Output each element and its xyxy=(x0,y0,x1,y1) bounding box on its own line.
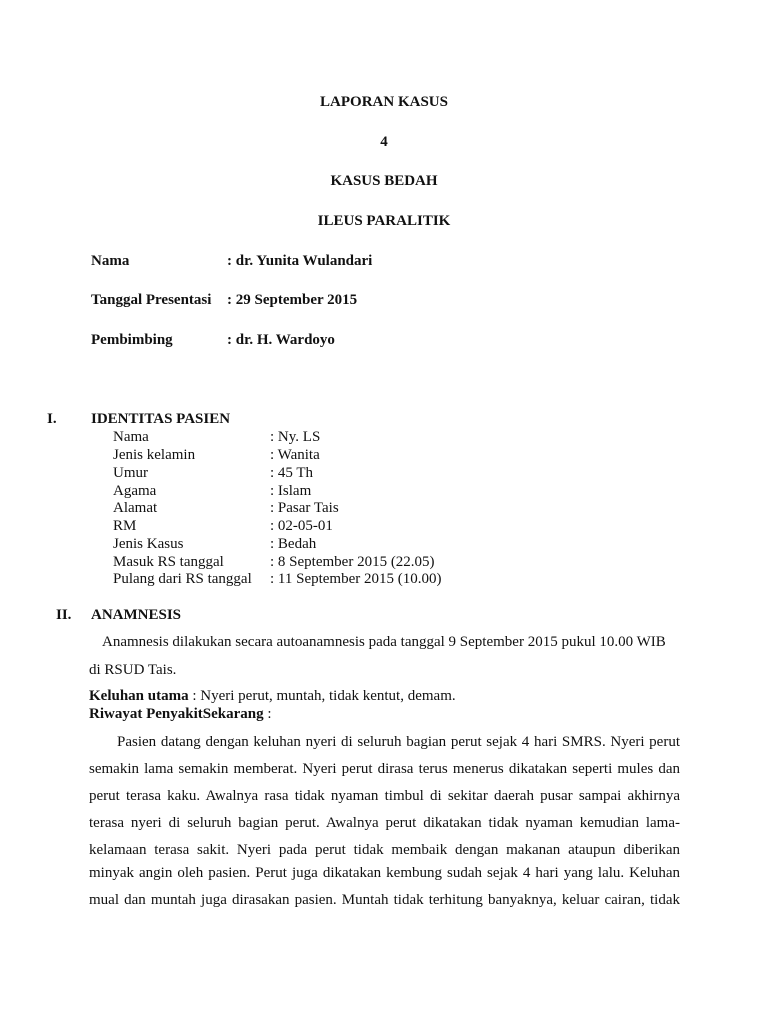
chief-complaint-text: : Nyeri perut, muntah, tidak kentut, demam. xyxy=(188,688,456,704)
paragraph-line: semakin lama semakin memberat. Nyeri perut dirasa terus menerus dikatakan seperti mules dan xyxy=(89,761,680,777)
identity-label: Agama xyxy=(113,483,157,499)
anamnesis-intro-line2: di RSUD Tais. xyxy=(89,662,177,678)
chief-complaint xyxy=(89,689,456,704)
identity-value: : Pasar Tais xyxy=(270,500,339,516)
report-diagnosis: ILEUS PARALITIK xyxy=(317,213,451,229)
identity-value: : Islam xyxy=(270,483,312,499)
section2-number: II. xyxy=(56,607,72,623)
identity-label: RM xyxy=(113,518,137,534)
info-label-nama: Nama xyxy=(91,253,130,269)
chief-complaint-label: Keluhan utama xyxy=(89,688,189,704)
identity-value: : 02-05-01 xyxy=(270,518,333,534)
paragraph-line: perut terasa kaku. Awalnya rasa tidak nyaman timbul di sekitar daerah pusar sampai akhirnya xyxy=(89,788,680,804)
identity-value: : 8 September 2015 (22.05) xyxy=(270,554,435,570)
section2-title: ANAMNESIS xyxy=(91,607,182,623)
present-illness-colon: : xyxy=(263,706,272,722)
present-illness-label: Riwayat PenyakitSekarang xyxy=(89,706,264,722)
anamnesis-intro-line1: Anamnesis dilakukan secara autoanamnesis pada tanggal 9 September 2015 pukul 10.00 WIB xyxy=(102,634,666,650)
identity-label: Jenis kelamin xyxy=(113,447,196,463)
identity-label: Nama xyxy=(113,429,149,445)
identity-value: : Ny. LS xyxy=(270,429,321,445)
identity-label: Jenis Kasus xyxy=(113,536,184,552)
identity-value: : 45 Th xyxy=(270,465,314,481)
info-value-nama: : dr. Yunita Wulandari xyxy=(227,253,373,269)
identity-label: Umur xyxy=(113,465,148,481)
report-number: 4 xyxy=(380,134,388,150)
info-label-tanggal: Tanggal Presentasi xyxy=(91,292,212,308)
identity-label: Alamat xyxy=(113,500,158,516)
paragraph-line: Pasien datang dengan keluhan nyeri di seluruh bagian perut sejak 4 hari SMRS. Nyeri perut xyxy=(117,734,680,750)
report-title: LAPORAN KASUS xyxy=(320,94,448,110)
present-illness-heading xyxy=(89,707,272,722)
paragraph-line: kelamaan terasa sakit. Nyeri pada perut tidak membaik dengan makanan ataupun diberikan xyxy=(89,842,680,858)
identity-value: : Wanita xyxy=(270,447,320,463)
section1-title: IDENTITAS PASIEN xyxy=(91,411,231,427)
identity-label: Pulang dari RS tanggal xyxy=(113,571,252,587)
paragraph-line: terasa nyeri di seluruh bagian perut. Awalnya perut dikatakan tidak nyaman kemudian lama- xyxy=(89,815,680,831)
identity-value: : 11 September 2015 (10.00) xyxy=(270,571,442,587)
identity-label: Masuk RS tanggal xyxy=(113,554,224,570)
info-value-pembimbing: : dr. H. Wardoyo xyxy=(227,332,335,348)
info-value-tanggal: : 29 September 2015 xyxy=(227,292,358,308)
paragraph-line: minyak angin oleh pasien. Perut juga dikatakan kembung sudah sejak 4 hari yang lalu. Keluhan xyxy=(89,865,680,881)
info-label-pembimbing: Pembimbing xyxy=(91,332,173,348)
section1-number: I. xyxy=(47,411,57,427)
paragraph-line: mual dan muntah juga dirasakan pasien. Muntah tidak terhitung banyaknya, keluar cairan, tidak xyxy=(89,892,680,908)
identity-value: : Bedah xyxy=(270,536,317,552)
report-category: KASUS BEDAH xyxy=(330,173,438,189)
